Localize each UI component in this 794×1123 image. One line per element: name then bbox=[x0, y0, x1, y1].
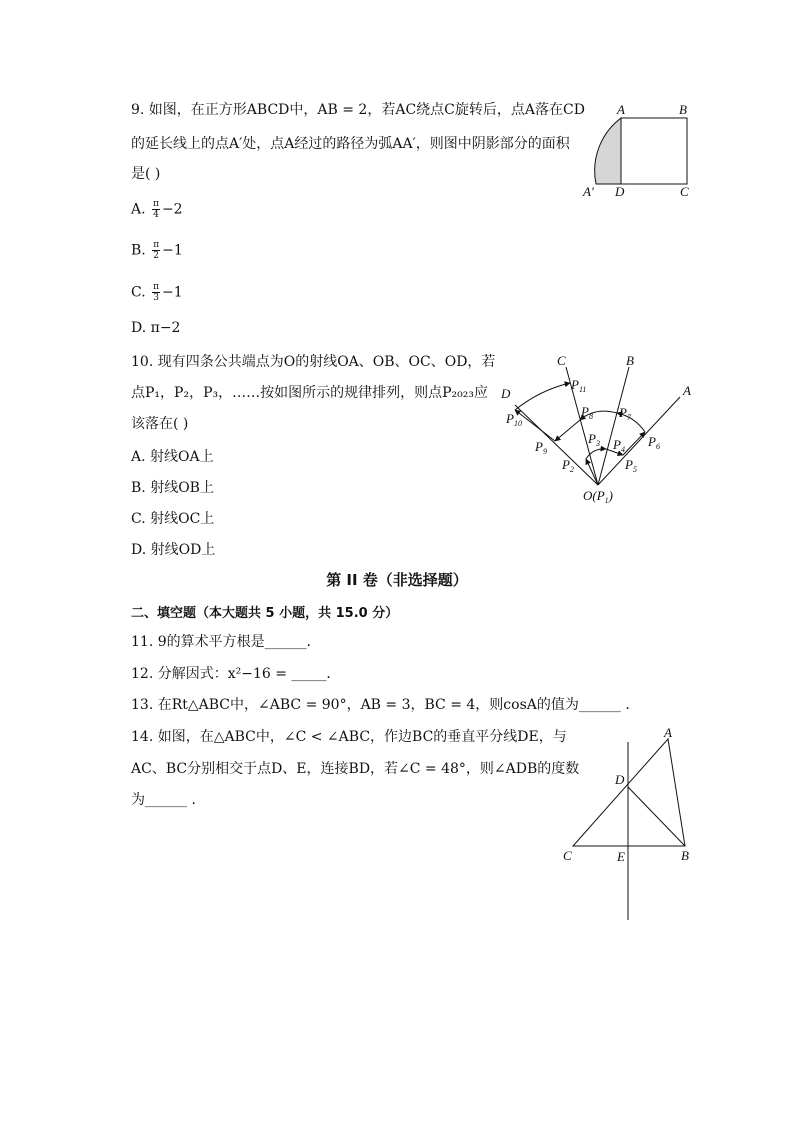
label-a-prime: A′ bbox=[583, 184, 594, 199]
label-p4: $P_4$ bbox=[613, 437, 625, 454]
q10-option-d: D. 射线OD上 bbox=[131, 542, 216, 558]
q9-option-d: D. π−2 bbox=[131, 320, 181, 336]
label-o: $O(P_1)$ bbox=[583, 488, 614, 505]
label-p2: $P_2$ bbox=[562, 457, 574, 474]
q14-line-1: 14. 如图，在△ABC中，∠C < ∠ABC，作边BC的垂直平分线DE，与 bbox=[131, 729, 567, 745]
label-p10: $P_{10}$ bbox=[506, 411, 522, 428]
q11: 11. 9的算术平方根是______． bbox=[131, 634, 321, 650]
label-p9: $P_9$ bbox=[535, 439, 547, 456]
q9-line-1: 9. 如图，在正方形ABCD中，AB = 2，若AC绕点C旋转后，点A落在CD bbox=[131, 102, 585, 118]
label-c: C bbox=[563, 848, 572, 863]
q9-figure bbox=[575, 95, 700, 205]
q10-option-a: A. 射线OA上 bbox=[131, 449, 214, 465]
label-p8: $P_8$ bbox=[581, 404, 593, 421]
q10-line-3: 该落在( ) bbox=[131, 416, 189, 432]
label-p3: $P_3$ bbox=[588, 431, 600, 448]
q14-line-3: 为______ ． bbox=[131, 792, 206, 808]
q10-line-1: 10. 现有四条公共端点为O的射线OA、OB、OC、OD，若 bbox=[131, 354, 496, 370]
q10-option-c: C. 射线OC上 bbox=[131, 511, 215, 527]
part2-title: 第 II 卷（非选择题） bbox=[326, 571, 468, 589]
label-p7: $P_7$ bbox=[619, 405, 631, 422]
q9-option-a: A. $\frac{\pi}{4}$ −2 bbox=[131, 199, 183, 220]
label-a: A bbox=[683, 383, 691, 398]
label-b: B bbox=[681, 848, 689, 863]
q9-line-3: 是( ) bbox=[131, 166, 161, 182]
label-e: E bbox=[617, 849, 625, 864]
section-heading: 二、填空题（本大题共 5 小题，共 15.0 分） bbox=[131, 606, 399, 621]
q9-option-c: C. $\frac{\pi}{3}$ −1 bbox=[131, 282, 183, 303]
label-c: C bbox=[680, 184, 689, 199]
q14-figure bbox=[555, 722, 705, 927]
label-p5: $P_5$ bbox=[625, 457, 637, 474]
q9-option-b: B. $\frac{\pi}{2}$ −1 bbox=[131, 240, 183, 261]
label-b: B bbox=[626, 353, 634, 368]
label-p6: $P_6$ bbox=[648, 434, 660, 451]
q12: 12. 分解因式：x²−16 = _____． bbox=[131, 666, 341, 682]
fraction: $\frac{\pi}{4}$ bbox=[153, 199, 159, 220]
q14-line-2: AC、BC分别相交于点D、E，连接BD，若∠C = 48°，则∠ADB的度数 bbox=[131, 761, 580, 777]
q10-line-2: 点P₁，P₂，P₃，……按如图所示的规律排列，则点P₂₀₂₃应 bbox=[131, 385, 488, 401]
q10-option-b: B. 射线OB上 bbox=[131, 480, 214, 496]
q10-figure bbox=[495, 345, 705, 515]
fraction: $\frac{\pi}{2}$ bbox=[153, 240, 160, 261]
shaded-region bbox=[595, 118, 621, 184]
q13: 13. 在Rt△ABC中，∠ABC = 90°，AB = 3，BC = 4，则cosA的值为______ ． bbox=[131, 697, 640, 713]
square-abcd bbox=[621, 118, 687, 184]
triangle-abc bbox=[573, 739, 685, 846]
label-d: D bbox=[615, 184, 625, 199]
ray-oa bbox=[598, 397, 680, 485]
label-b: B bbox=[679, 102, 687, 117]
label-d: D bbox=[615, 772, 625, 787]
label-a: A bbox=[664, 725, 672, 740]
segment-bd bbox=[628, 787, 685, 846]
fraction: $\frac{\pi}{3}$ bbox=[153, 282, 160, 303]
label-c: C bbox=[557, 353, 566, 368]
label-d: D bbox=[501, 386, 511, 401]
label-a: A bbox=[617, 102, 625, 117]
label-p11: $P_{11}$ bbox=[571, 377, 587, 394]
q9-line-2: 的延长线上的点A′处，点A经过的路径为弧AA′，则图中阴影部分的面积 bbox=[131, 136, 570, 152]
